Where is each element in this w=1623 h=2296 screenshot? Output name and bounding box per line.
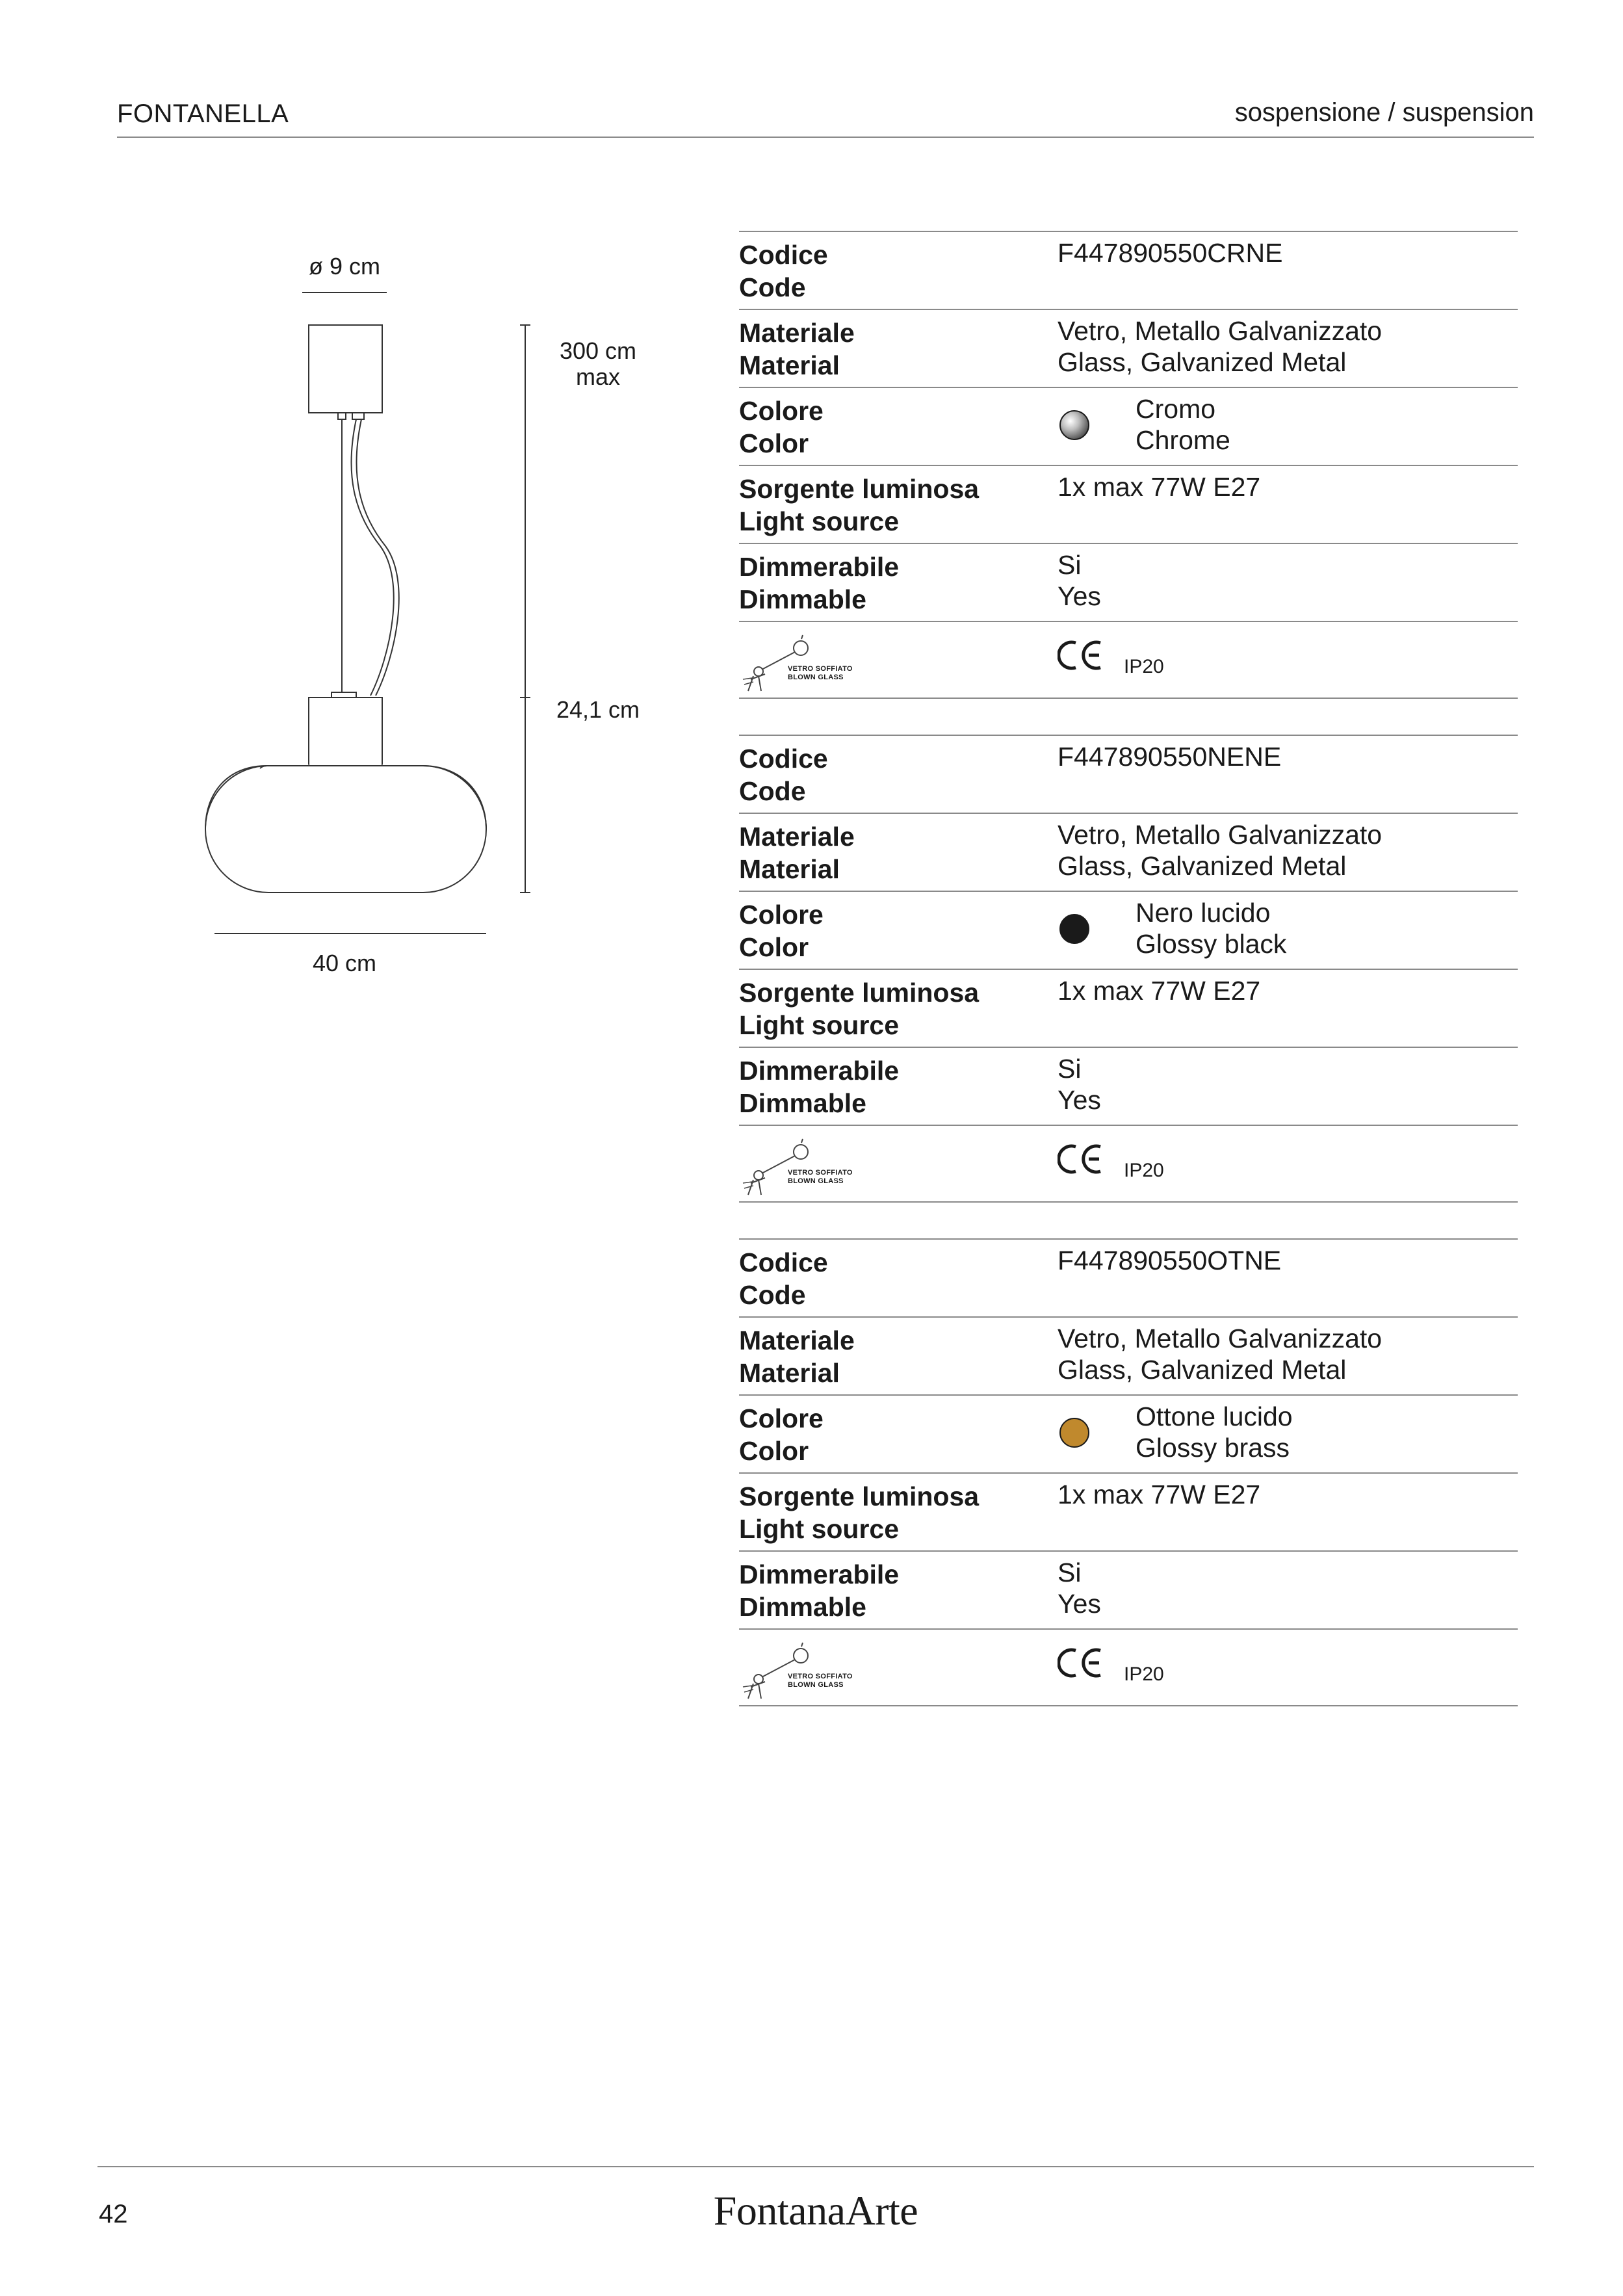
material-value: Vetro, Metallo Galvanizzato Glass, Galvanized Metal	[1058, 1324, 1383, 1385]
ip-rating: IP20	[1124, 1160, 1164, 1181]
dimmable-row	[739, 1047, 1518, 1125]
blown-glass-label: VETRO SOFFIATO BLOWN GLASS	[788, 665, 853, 681]
ce-mark-icon	[1058, 1143, 1110, 1175]
light-source-label: Sorgente luminosa Light source	[739, 978, 980, 1040]
light-source-value: 1x max 77W E27	[1058, 1480, 1261, 1509]
cable-length-value: 300 cm	[559, 337, 637, 364]
spec-table-2	[739, 735, 1518, 1203]
material-row	[739, 309, 1518, 387]
color-label: Colore Color	[739, 1403, 824, 1466]
material-value: Vetro, Metallo Galvanizzato Glass, Galvanized Metal	[1058, 820, 1383, 881]
body-height-dimension: 24,1 cm	[556, 696, 640, 723]
spec-table-3	[739, 1238, 1518, 1706]
color-label: Colore Color	[739, 396, 824, 458]
color-row	[739, 1394, 1518, 1472]
blown-glass-label: VETRO SOFFIATO BLOWN GLASS	[788, 1169, 853, 1185]
page-footer	[97, 2166, 1534, 2234]
blown-glass-label: VETRO SOFFIATO BLOWN GLASS	[788, 1673, 853, 1689]
light-source-value: 1x max 77W E27	[1058, 976, 1261, 1006]
color-value: Ottone lucido Glossy brass	[1136, 1402, 1293, 1463]
product-family-title: FONTANELLA	[117, 99, 289, 128]
ce-mark-icon	[1058, 639, 1110, 672]
color-label: Colore Color	[739, 900, 824, 962]
light-source-row	[739, 969, 1518, 1047]
certification-row	[739, 1628, 1518, 1706]
dimmable-row	[739, 543, 1518, 621]
brand-logo: FontanaArte	[713, 2187, 918, 2234]
ip-rating: IP20	[1124, 1663, 1164, 1685]
color-row	[739, 387, 1518, 465]
color-row	[739, 891, 1518, 969]
technical-drawing	[182, 241, 676, 988]
code-value: F447890550NENE	[1058, 742, 1282, 772]
dimmable-label: Dimmerabile Dimmable	[739, 552, 900, 614]
certification-row	[739, 621, 1518, 699]
code-row	[739, 231, 1518, 309]
material-row	[739, 813, 1518, 891]
code-row	[739, 1238, 1518, 1316]
dimmable-value: Si Yes	[1058, 1558, 1101, 1619]
glassblower-icon	[739, 1138, 863, 1196]
material-label: Materiale Material	[739, 822, 855, 884]
code-label: Codice Code	[739, 1247, 828, 1310]
color-value: Cromo Chrome	[1136, 394, 1230, 455]
dimmable-row	[739, 1550, 1518, 1628]
code-value: F447890550CRNE	[1058, 238, 1283, 268]
certification-row	[739, 1125, 1518, 1203]
code-label: Codice Code	[739, 240, 828, 302]
color-swatch-icon	[1059, 914, 1089, 944]
dimmable-value: Si Yes	[1058, 1054, 1101, 1115]
dimmable-label: Dimmerabile Dimmable	[739, 1559, 900, 1622]
width-dimension: 40 cm	[312, 950, 377, 976]
material-label: Materiale Material	[739, 318, 855, 380]
dimmable-label: Dimmerabile Dimmable	[739, 1056, 900, 1118]
ce-mark-icon	[1058, 1647, 1110, 1679]
color-swatch-icon	[1059, 410, 1089, 440]
material-label: Materiale Material	[739, 1325, 855, 1388]
code-row	[739, 735, 1518, 813]
material-row	[739, 1316, 1518, 1394]
light-source-row	[739, 465, 1518, 543]
cable-length-dimension	[533, 338, 663, 390]
color-swatch-icon	[1059, 1418, 1089, 1448]
code-label: Codice Code	[739, 744, 828, 806]
light-source-label: Sorgente luminosa Light source	[739, 1481, 980, 1544]
glassblower-icon	[739, 1641, 863, 1700]
light-source-value: 1x max 77W E27	[1058, 472, 1261, 502]
page-number: 42	[99, 2200, 128, 2228]
spec-table-1	[739, 231, 1518, 699]
dimmable-value: Si Yes	[1058, 550, 1101, 611]
diameter-top-dimension: ø 9 cm	[308, 253, 380, 280]
ip-rating: IP20	[1124, 656, 1164, 677]
glassblower-icon	[739, 634, 863, 692]
light-source-label: Sorgente luminosa Light source	[739, 474, 980, 536]
cable-length-max: max	[575, 363, 620, 390]
code-value: F447890550OTNE	[1058, 1246, 1282, 1275]
color-value: Nero lucido Glossy black	[1136, 898, 1287, 959]
page-header	[117, 98, 1534, 138]
material-value: Vetro, Metallo Galvanizzato Glass, Galvanized Metal	[1058, 316, 1383, 377]
product-category: sospensione / suspension	[1234, 98, 1534, 127]
light-source-row	[739, 1472, 1518, 1550]
